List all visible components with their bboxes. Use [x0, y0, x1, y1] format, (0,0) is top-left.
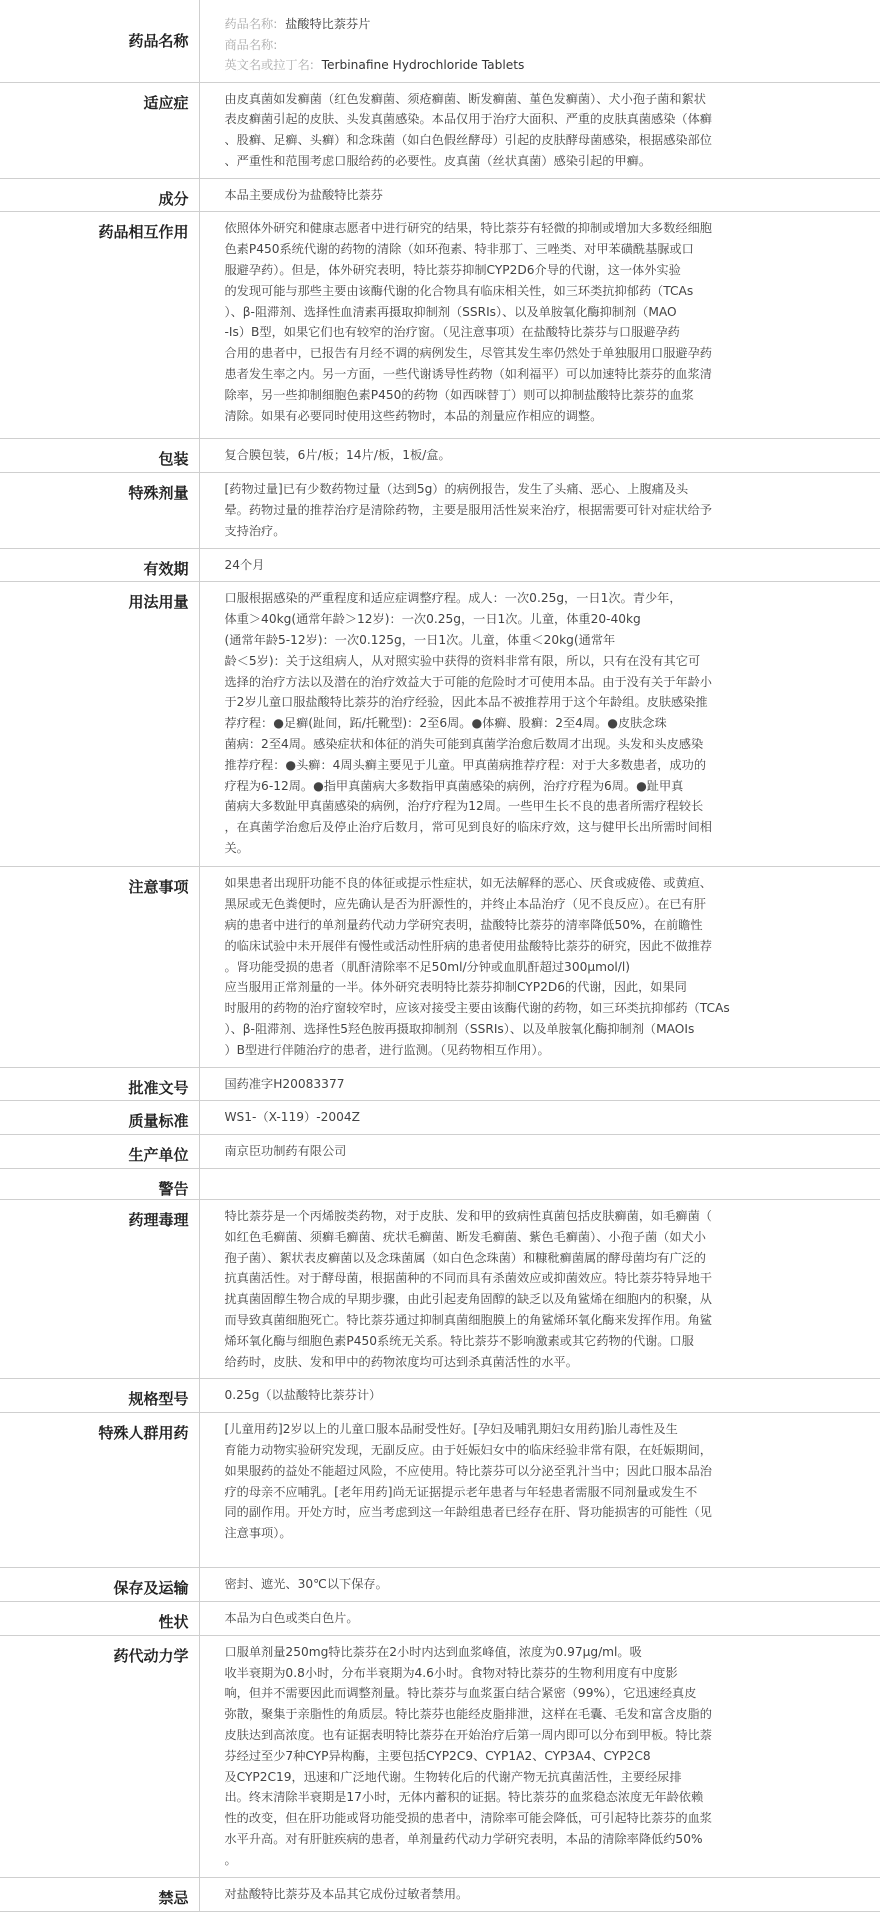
row-label: 质量标准 [0, 1101, 199, 1135]
row-interactions [0, 212, 880, 439]
generic-name-line [225, 14, 863, 35]
row-appearance [0, 1602, 880, 1636]
row-content [199, 1413, 880, 1568]
row-content [199, 1200, 880, 1379]
row-content [199, 1101, 880, 1135]
row-package [0, 439, 880, 473]
row-text: [儿童用药]2岁以上的儿童口服本品耐受性好。[孕妇及哺乳期妇女用药]胎儿毒性及生 育能力动物实验研究发现，无副反应。由于妊娠妇女中的临床经验非常有限，在妊娠期间， 如果服药的益处不能超过风险，不应使用。特比萘芬可以分泌至乳汁当中；因此口服本品治 疗的母亲不应哺乳。[老年用药]尚无证据提示老年患者与年轻患者需服不同剂量或发生不 同的副作用。开处方时，应当考虑到这一年龄组患者已经存在肝、肾功能损害的可能性（见 注意事项）。 [224, 1422, 712, 1541]
row-precautions [0, 867, 880, 1067]
row-text: 国药准字H20083377 [224, 1076, 345, 1091]
row-indications [0, 82, 880, 178]
row-content [199, 1568, 880, 1602]
row-text: 特比萘芬是一个丙烯胺类药物，对于皮肤、发和甲的致病性真菌包括皮肤癣菌，如毛癣菌（ 如红色毛癣菌、须癣毛癣菌、疣状毛癣菌、断发毛癣菌、紫色毛癣菌）、小孢子菌（如犬小 孢子菌）、絮状表皮癣菌以及念珠菌属（如白色念珠菌）和糠秕癣菌属的酵母菌均有广泛的 抗真菌活性。对于酵母菌，根据菌种的不同而具有杀菌效应或抑菌效应。特比萘芬特异地干 扰真菌固醇生物合成的早期步骤，由此引起麦角固醇的缺乏以及角鲨烯在细胞内的积聚，从 而导致真菌细胞死亡。特比萘芬通过抑制真菌细胞膜上的角鲨烯环氧化酶来发挥作用。角鲨 烯环氧化酶与细胞色素P450系统无关系。特比萘芬不影响激素或其它药物的代谢。口服 给药时，皮肤、发和甲中的药物浓度均可达到杀真菌活性的水平。 [224, 1209, 712, 1369]
row-content [199, 867, 880, 1067]
english-name-key: 英文名或拉丁名: [224, 58, 314, 72]
row-text: 对盐酸特比萘芬及本品其它成份过敏者禁用。 [224, 1886, 469, 1901]
row-label: 性状 [0, 1602, 199, 1636]
row-label: 特殊人群用药 [0, 1413, 199, 1568]
row-warning [0, 1169, 880, 1200]
row-label: 有效期 [0, 548, 199, 582]
row-content [199, 1067, 880, 1101]
row-text: 复合膜包装，6片/板；14片/板，1板/盒。 [224, 448, 451, 463]
row-text: 本品主要成份为盐酸特比萘芬 [224, 187, 383, 202]
row-content [199, 212, 880, 439]
row-label: 生产单位 [0, 1135, 199, 1169]
english-name-value: Terbinafine Hydrochloride Tablets [321, 58, 525, 72]
row-text: 南京臣功制药有限公司 [224, 1144, 347, 1159]
row-text: 0.25g（以盐酸特比萘芬计） [224, 1388, 382, 1403]
row-content [199, 1169, 880, 1200]
row-label: 规格型号 [0, 1379, 199, 1413]
row-content [199, 1379, 880, 1413]
row-text: 口服单剂量250mg特比萘芬在2小时内达到血浆峰值，浓度为0.97μg/ml。吸 收半衰期为0.8小时，分布半衰期为4.6小时。食物对特比萘芬的生物利用度有中度影 响，但并不需要因此而调整剂量。特比萘芬与血浆蛋白结合紧密（99%），它迅速经真皮 弥散，聚集于亲脂性的角质层。特比萘芬也能经皮脂排泄，这样在毛囊、毛发和富含皮脂的 皮肤达到高浓度。也有证据表明特比萘芬在开始治疗后第一周内即可以分布到甲板。特比萘 芬经过至少7种CYP异构酶，主要包括CYP2C9、CYP1A2、CYP3A4、CYP2C8 及CYP2C19，迅速和广泛地代谢。生物转化后的代谢产物无抗真菌活性，主要经尿排 出。终末清除半衰期是17小时，无体内蓄积的证据。特比萘芬的血浆稳态浓度无年龄依赖 性的改变，但在肝功能或肾功能受损的患者中，清除率可能会降低，可引起特比萘芬的血浆 水平升高。对有肝脏疾病的患者，单剂量药代动力学研究表明，本品的清除率降低约50% 。 [224, 1644, 712, 1867]
row-label: 批准文号 [0, 1067, 199, 1101]
row-special-dosage [0, 473, 880, 548]
row-text: 24个月 [224, 557, 265, 572]
row-text: 如果患者出现肝功能不良的体征或提示性症状，如无法解释的恶心、厌食或疲倦、或黄疸、 黑尿或无色粪便时，应先确认是否为肝源性的，并终止本品治疗（见不良反应）。在已有肝 病的患者中进行的单剂量药代动力学研究表明，盐酸特比萘芬的清率降低50%，在前瞻性 的临床试验中未开展伴有慢性或活动性肝病的患者使用盐酸特比萘芬的研究，因此不做推荐 。肾功能受损的患者（肌酐清除率不足50ml/分钟或血肌酐超过300μmol/l) 应当服用正常剂量的一半。体外研究表明特比萘芬抑制CYP2D6的代谢，因此，如果同 时服用的药物的治疗窗较窄时，应该对接受主要由该酶代谢的药物，如三环类抗抑郁药（TCAs ）、β-阻滞剂、选择性5羟色胺再摄取抑制剂（SSRIs）、以及单胺氧化酶抑制剂（MAOIs ）B型进行伴随治疗的患者，进行监测。（见药物相互作用）。 [224, 876, 730, 1057]
row-content [199, 548, 880, 582]
row-content [199, 178, 880, 212]
row-shelf-life [0, 548, 880, 582]
generic-name-key: 药品名称: [224, 17, 278, 31]
row-drug-name [0, 0, 880, 82]
row-label: 禁忌 [0, 1877, 199, 1911]
row-label: 药代动力学 [0, 1635, 199, 1877]
row-text: WS1-（X-119）-2004Z [224, 1110, 360, 1125]
row-text: 密封、遮光、30℃以下保存。 [224, 1577, 388, 1592]
row-label: 用法用量 [0, 582, 199, 867]
drug-name-block [199, 0, 880, 82]
row-content [199, 1635, 880, 1877]
row-label: 警告 [0, 1169, 199, 1200]
row-text: [药物过量]已有少数药物过量（达到5g）的病例报告，发生了头痛、恶心、上腹痛及头 晕。药物过量的推荐治疗是清除药物，主要是服用活性炭来治疗，根据需要可针对症状给予 支持治疗。 [224, 482, 712, 538]
row-label: 保存及运输 [0, 1568, 199, 1602]
row-label: 注意事项 [0, 867, 199, 1067]
row-dosage [0, 582, 880, 867]
row-label: 药品名称 [0, 0, 199, 82]
row-ingredients [0, 178, 880, 212]
row-text: 依照体外研究和健康志愿者中进行研究的结果，特比萘芬有轻微的抑制或增加大多数经细胞 色素P450系统代谢的药物的清除（如环孢素、特非那丁、三唑类、对甲苯磺酰基脲或口 服避孕药）。但是，体外研究表明，特比萘芬抑制CYP2D6介导的代谢，这一体外实验 的发现可能与那些主要由该酶代谢的化合物具有临床相关性，如三环类抗抑郁药（TCAs ）、β-阻滞剂、选择性血清素再摄取抑制剂（SSRIs）、以及单胺氧化酶抑制剂（MAO -Is）B型，如果它们也有较窄的治疗窗。（见注意事项）在盐酸特比萘芬与口服避孕药 合用的患者中，已报告有月经不调的病例发生，尽管其发生率仍然处于单独服用口服避孕药 患者发生率之内。另一方面，一些代谢诱导性药物（如利福平）可以加速特比萘芬的血浆清 除率，另一些抑制细胞色素P450的药物（如西咪替丁）则可以抑制盐酸特比萘芬的血浆 清除。如果有必要同时使用这些药物时，本品的剂量应作相应的调整。 [224, 221, 712, 423]
trade-name-line [225, 35, 863, 56]
row-content [199, 1877, 880, 1911]
row-special-populations [0, 1413, 880, 1568]
row-label: 特殊剂量 [0, 473, 199, 548]
row-text: 本品为白色或类白色片。 [224, 1611, 359, 1625]
row-approval-number [0, 1067, 880, 1101]
row-contraindications [0, 1877, 880, 1911]
row-content [199, 439, 880, 473]
row-label: 包装 [0, 439, 199, 473]
row-pharmacokinetics [0, 1635, 880, 1877]
row-label: 适应症 [0, 82, 199, 178]
row-content [199, 473, 880, 548]
row-label: 药理毒理 [0, 1200, 199, 1379]
row-specification [0, 1379, 880, 1413]
row-pharmacology [0, 1200, 880, 1379]
row-text: 由皮真菌如发癣菌（红色发癣菌、须疮癣菌、断发癣菌、堇色发癣菌）、犬小孢子菌和絮状 表皮癣菌引起的皮肤、头发真菌感染。本品仅用于治疗大面积、严重的皮肤真菌感染（体癣 、股癣、足癣、头癣）和念珠菌（如白色假丝酵母）引起的皮肤酵母菌感染，根据感染部位 、严重性和范围考虑口服给药的必要性。皮真菌（丝状真菌）感染引起的甲癣。 [224, 91, 712, 168]
row-label: 成分 [0, 178, 199, 212]
generic-name-value: 盐酸特比萘芬片 [285, 17, 371, 31]
row-storage [0, 1568, 880, 1602]
row-content [199, 582, 880, 867]
row-label: 药品相互作用 [0, 212, 199, 439]
row-content [199, 1602, 880, 1636]
trade-name-key: 商品名称: [224, 37, 278, 52]
row-text: 口服根据感染的严重程度和适应症调整疗程。成人：一次0.25g，一日1次。青少年， 体重＞40kg(通常年龄＞12岁)：一次0.25g，一日1次。儿童，体重20-40kg (通常年龄5-12岁)：一次0.125g，一日1次。儿童，体重＜20kg(通常年 龄＜5岁)：关于这组病人，从对照实验中获得的资料非常有限，所以，只有在没有其它可 选择的治疗方法以及潜在的治疗效益大于可能的危险时才可使用本品。由于没有关于年龄小 于2岁儿童口服盐酸特比萘芬的治疗经验，因此本品不被推荐用于这个年龄组。皮肤感染推 荐疗程：●足癣(趾间，跖/托靴型)：2至6周。●体癣、股癣：2至4周。●皮肤念珠 菌病：2至4周。感染症状和体征的消失可能到真菌学治愈后数周才出现。头发和头皮感染 推荐疗程：●头癣：4周头癣主要见于儿童。甲真菌病推荐疗程：对于大多数患者，成功的 疗程为6-12周。●指甲真菌病大多数指甲真菌感染的病例，治疗疗程为6周。●趾甲真 菌病大多数趾甲真菌感染的病例，治疗疗程为12周。一些甲生长不良的患者所需疗程较长 ，在真菌学治愈后及停止治疗后数月，常可见到良好的临床疗效，这与健甲长出所需时间相 关。 [224, 591, 712, 856]
row-quality-standard [0, 1101, 880, 1135]
row-manufacturer [0, 1135, 880, 1169]
english-name-line [225, 55, 863, 76]
row-content [199, 1135, 880, 1169]
row-content [199, 82, 880, 178]
